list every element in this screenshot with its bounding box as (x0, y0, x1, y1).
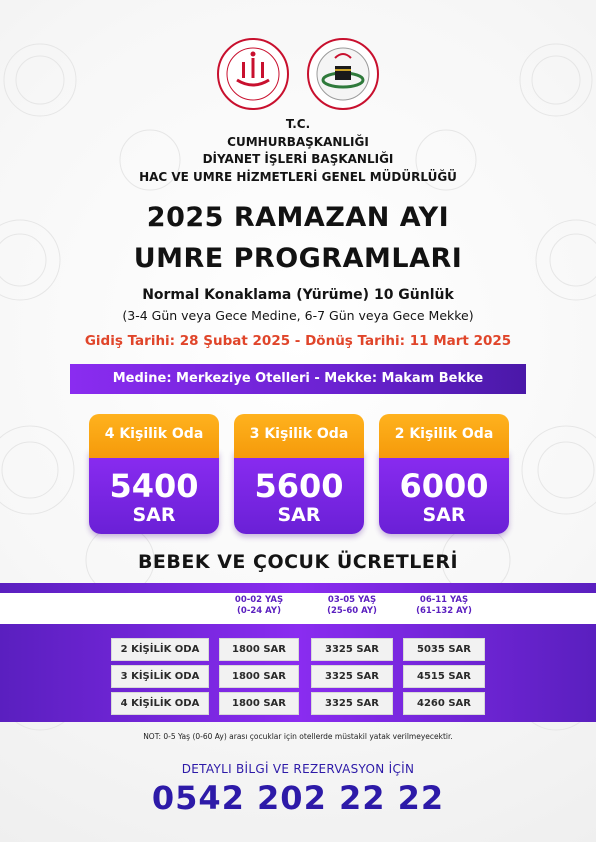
main-title-line-1: 2025 RAMAZAN AYI (146, 202, 450, 233)
table-cell: 3325 SAR (311, 692, 393, 715)
org-line-diyanet: DİYANET İŞLERİ BAŞKANLIĞI (202, 152, 394, 166)
table-cell: 3325 SAR (311, 638, 393, 661)
price-value: 5400 (109, 467, 199, 505)
main-title-line-2: UMRE PROGRAMLARI (133, 243, 463, 274)
month-range: (61-132 AY) (416, 606, 472, 616)
age-group-header (403, 595, 485, 617)
age-group-header (218, 595, 300, 617)
price-card-3-person (234, 414, 364, 530)
table-cell: 4515 SAR (403, 665, 485, 688)
month-range: (0-24 AY) (237, 606, 281, 616)
table-cell: 1800 SAR (219, 665, 299, 688)
price-card-label: 3 Kişilik Oda (234, 414, 364, 458)
logo-row (0, 36, 596, 112)
price-card-body (379, 450, 509, 534)
contact-label: DETAYLI BİLGİ VE REZERVASYON İÇİN (181, 762, 415, 776)
contact-phone[interactable]: 0542 202 22 22 (151, 779, 445, 817)
table-cell: 4260 SAR (403, 692, 485, 715)
price-value: 6000 (399, 467, 489, 505)
price-card-label: 2 Kişilik Oda (379, 414, 509, 458)
price-card-body (89, 450, 219, 534)
hac-umre-logo-icon (305, 36, 381, 112)
org-line-tc: T.C. (285, 117, 311, 131)
age-range: 03-05 YAŞ (327, 595, 377, 605)
travel-dates: Gidiş Tarihi: 28 Şubat 2025 - Dönüş Tarihi: 11 Mart 2025 (84, 333, 512, 349)
hotels-banner: Medine: Merkeziye Otelleri - Mekke: Makam Bekke (70, 364, 526, 394)
price-card-4-person (89, 414, 219, 530)
age-range: 06-11 YAŞ (419, 595, 469, 605)
child-fees-title: BEBEK VE ÇOCUK ÜCRETLERİ (137, 551, 459, 573)
table-cell: 5035 SAR (403, 638, 485, 661)
table-row-room: 3 KİŞİLİK ODA (111, 665, 209, 688)
table-band-top (0, 583, 596, 593)
price-currency: SAR (422, 504, 466, 526)
program-subtitle: Normal Konaklama (Yürüme) 10 Günlük (142, 287, 454, 303)
age-group-header (311, 595, 393, 617)
price-currency: SAR (132, 504, 176, 526)
age-range: 00-02 YAŞ (234, 595, 284, 605)
table-cell: 3325 SAR (311, 665, 393, 688)
table-row-room: 4 KİŞİLİK ODA (111, 692, 209, 715)
organization-block (0, 116, 596, 186)
table-cell: 1800 SAR (219, 638, 299, 661)
price-card-body (234, 450, 364, 534)
child-fees-note: NOT: 0-5 Yaş (0-60 Ay) arası çocuklar için otellerde müstakil yatak verilmeyecektir. (143, 732, 453, 741)
diyanet-logo-icon (215, 36, 291, 112)
org-line-directorate: HAC VE UMRE HİZMETLERİ GENEL MÜDÜRLÜĞÜ (139, 169, 457, 184)
price-card-2-person (379, 414, 509, 530)
org-line-presidency: CUMHURBAŞKANLIĞI (227, 134, 369, 149)
month-range: (25-60 AY) (327, 606, 377, 616)
table-row-room: 2 KİŞİLİK ODA (111, 638, 209, 661)
program-details: (3-4 Gün veya Gece Medine, 6-7 Gün veya Gece Mekke) (122, 308, 474, 323)
table-cell: 1800 SAR (219, 692, 299, 715)
price-card-label: 4 Kişilik Oda (89, 414, 219, 458)
price-currency: SAR (277, 504, 321, 526)
price-value: 5600 (254, 467, 344, 505)
